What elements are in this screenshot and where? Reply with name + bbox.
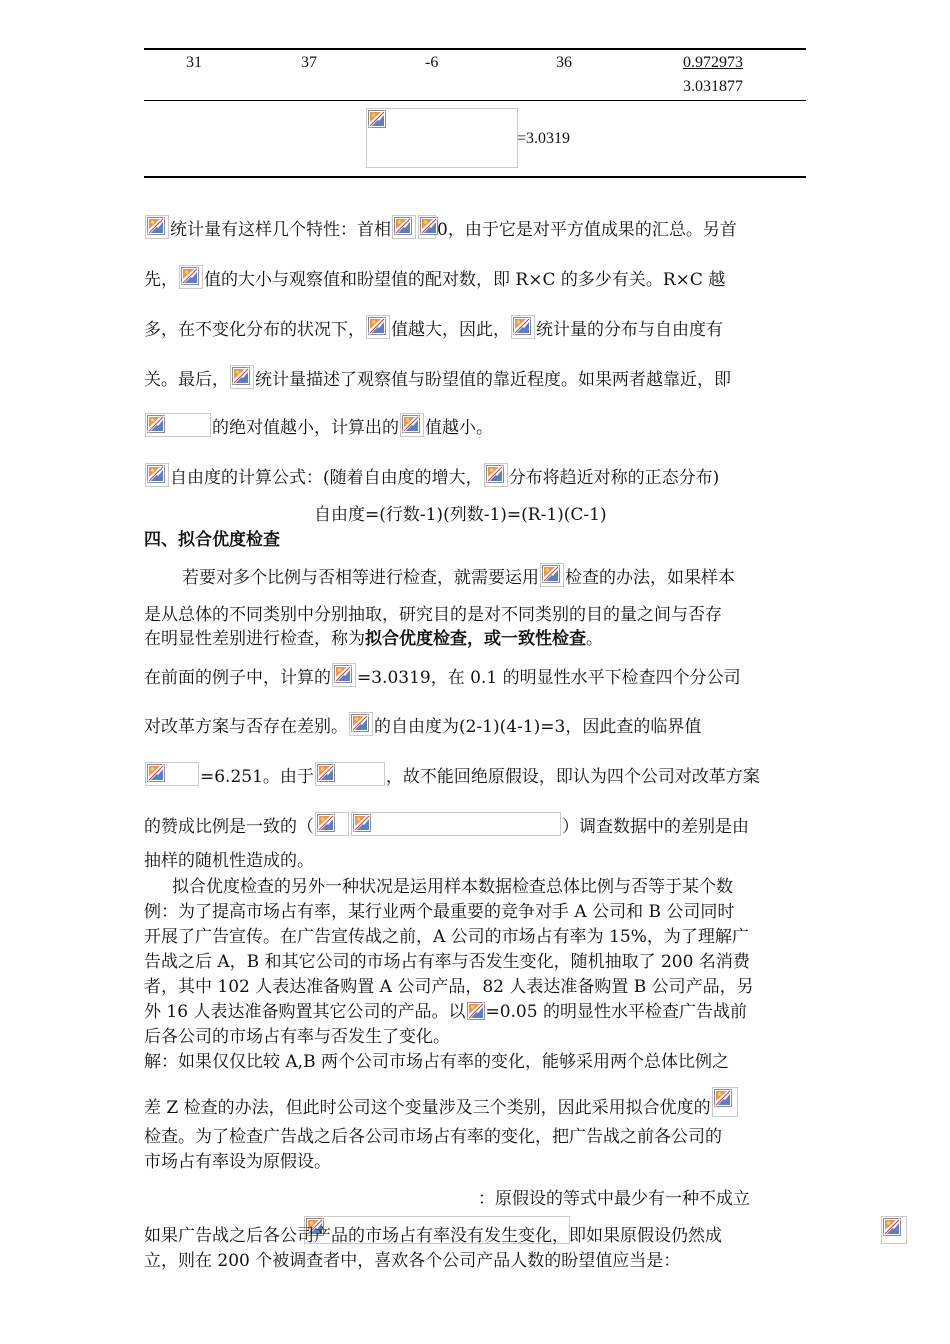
critical-value-image <box>145 762 199 786</box>
text-line: 若要对多个比例与否相等进行检查，就需要运用 检查的办法，如果样本 <box>182 563 735 590</box>
broken-image-icon <box>147 217 165 235</box>
chi-square-image <box>145 215 169 239</box>
table-top-rule <box>144 48 806 50</box>
alpha-image <box>466 1001 484 1021</box>
table-cell: 36 <box>556 54 572 71</box>
chi-square-image <box>484 463 508 487</box>
broken-image-icon <box>402 415 420 433</box>
chi-square-image <box>145 463 169 487</box>
text-line: 抽样的随机性造成的。 <box>144 851 314 871</box>
chi-square-image <box>540 563 564 587</box>
text-line: 检查。为了检查广告战之后各公司市场占有率的变化，把广告战之前各公司的 <box>144 1127 722 1147</box>
chi-square-image <box>349 712 373 736</box>
text-line: 是从总体的不同类别中分别抽取，研究目的是对不同类别的目的量之间与否存 <box>144 605 722 625</box>
broken-image-icon <box>317 764 335 782</box>
text-line: 解：如果仅仅比较 A,B 两个公司市场占有率的变化，能够采用两个总体比例之 <box>144 1052 729 1072</box>
text-line: 外 16 人表达准备购置其它公司的产品。以 =0.05 的明显性水平检查广告战前 <box>144 1002 747 1022</box>
text-line: 开展了广告宣传。在广告宣传战之前，A 公司的市场占有率为 15%，为了理解广 <box>144 927 749 947</box>
alt-hypothesis-image <box>881 1216 907 1244</box>
table-bottom-rule <box>144 176 806 178</box>
formula-image <box>366 108 518 168</box>
table-cell: 37 <box>301 54 317 71</box>
chi-square-image <box>230 365 254 389</box>
text-line: 的赞成比例是一致的（ ）调查数据中的差别是由 <box>144 812 749 839</box>
formula-image <box>315 812 349 836</box>
text-line: 对改革方案与否存在差别。 的自由度为(2-1)(4-1)=3，因此查的临界值 <box>144 712 701 739</box>
broken-image-icon <box>232 367 250 385</box>
table-cell: -6 <box>425 54 439 71</box>
broken-image-icon <box>147 465 165 483</box>
chi-square-image <box>366 315 390 339</box>
chi-square-image <box>332 663 356 687</box>
broken-image-icon <box>714 1089 732 1107</box>
broken-image-icon <box>368 110 386 128</box>
formula-image <box>351 812 561 836</box>
broken-image-icon <box>317 814 335 832</box>
broken-image-icon <box>513 317 531 335</box>
chi-square-image <box>179 265 203 289</box>
broken-image-icon <box>351 714 369 732</box>
broken-image-icon <box>542 565 560 583</box>
text-line: 如果广告战之后各公司产品的市场占有率没有发生变化，即如果原假设仍然成 <box>144 1226 722 1246</box>
table-mid-rule <box>144 100 806 101</box>
text-line: 统计量有这样几个特性：首相 0，由于它是对平方值成果的汇总。另首 <box>144 215 737 242</box>
text-line: ：原假设的等式中最少有一种不成立 <box>478 1189 750 1209</box>
text-line: 先， 值的大小与观察值和盼望值的配对数，即 R×C 的多少有关。R×C 越 <box>144 265 725 292</box>
text-line: 市场占有率设为原假设。 <box>144 1152 331 1172</box>
text-line: =6.251。由于 ，故不能回绝原假设，即认为四个公司对改革方案 <box>144 762 760 789</box>
broken-image-icon <box>486 465 504 483</box>
broken-image-icon <box>883 1218 901 1236</box>
text-line: 在明显性差别进行检查，称为拟合优度检查，或一致性检查。 <box>144 629 603 649</box>
text-line: 自由度的计算公式：(随着自由度的增大， 分布将趋近对称的正态分布) <box>144 463 719 490</box>
text-line: 者，其中 102 人表达准备购置 A 公司产品，82 人表达准备购置 B 公司产品，另 <box>144 977 754 997</box>
text-line: 的绝对值越小，计算出的 值越小。 <box>144 413 493 440</box>
broken-image-icon <box>147 415 165 433</box>
chi-square-image <box>400 413 424 437</box>
text-line: 差 Z 检查的办法，但此时公司这个变量涉及三个类别，因此采用拟合优度的 <box>144 1087 739 1120</box>
bold-term: 拟合优度检查，或一致性检查 <box>365 629 586 649</box>
formula-image <box>418 215 436 239</box>
text-line: 拟合优度检查的另外一种状况是运用样本数据检查总体比例与否等于某个数 <box>172 877 733 897</box>
broken-image-icon <box>420 217 438 235</box>
text-line: 告战之后 A，B 和其它公司的市场占有率与否发生变化，随机抽取了 200 名消费 <box>144 952 750 972</box>
text-line: 多，在不变化分布的状况下， 值越大，因此， 统计量的分布与自由度有 <box>144 315 723 342</box>
broken-image-icon <box>368 317 386 335</box>
dof-formula: 自由度=(行数-1)(列数-1)=(R-1)(C-1) <box>314 505 607 525</box>
table-result: =3.0319 <box>517 130 571 147</box>
broken-image-icon <box>467 1002 485 1020</box>
text-line: 关。最后， 统计量描述了观察值与盼望值的靠近程度。如果两者越靠近，即 <box>144 365 731 392</box>
text-line: 在前面的例子中，计算的 =3.0319，在 0.1 的明显性水平下检查四个分公司 <box>144 663 741 690</box>
broken-image-icon <box>353 814 371 832</box>
text-line: 例：为了提高市场占有率，某行业两个最重要的竞争对手 A 公司和 B 公司同时 <box>144 902 735 922</box>
broken-image-icon <box>334 665 352 683</box>
table-cell: 0.972973 <box>683 54 743 71</box>
broken-image-icon <box>181 267 199 285</box>
broken-image-icon <box>147 764 165 782</box>
formula-image <box>315 762 385 786</box>
chi-square-image <box>712 1087 738 1117</box>
text-line: 立，则在 200 个被调查者中，喜欢各个公司产品人数的盼望值应当是： <box>144 1251 681 1271</box>
section-heading: 四、拟合优度检查 <box>144 530 280 550</box>
table-cell: 31 <box>186 54 202 71</box>
text-line: 后各公司的市场占有率与否发生了变化。 <box>144 1027 450 1047</box>
table-cell-extra: 3.031877 <box>683 78 743 95</box>
formula-image <box>392 215 416 239</box>
formula-image <box>145 413 211 437</box>
broken-image-icon <box>394 217 412 235</box>
chi-square-image <box>511 315 535 339</box>
